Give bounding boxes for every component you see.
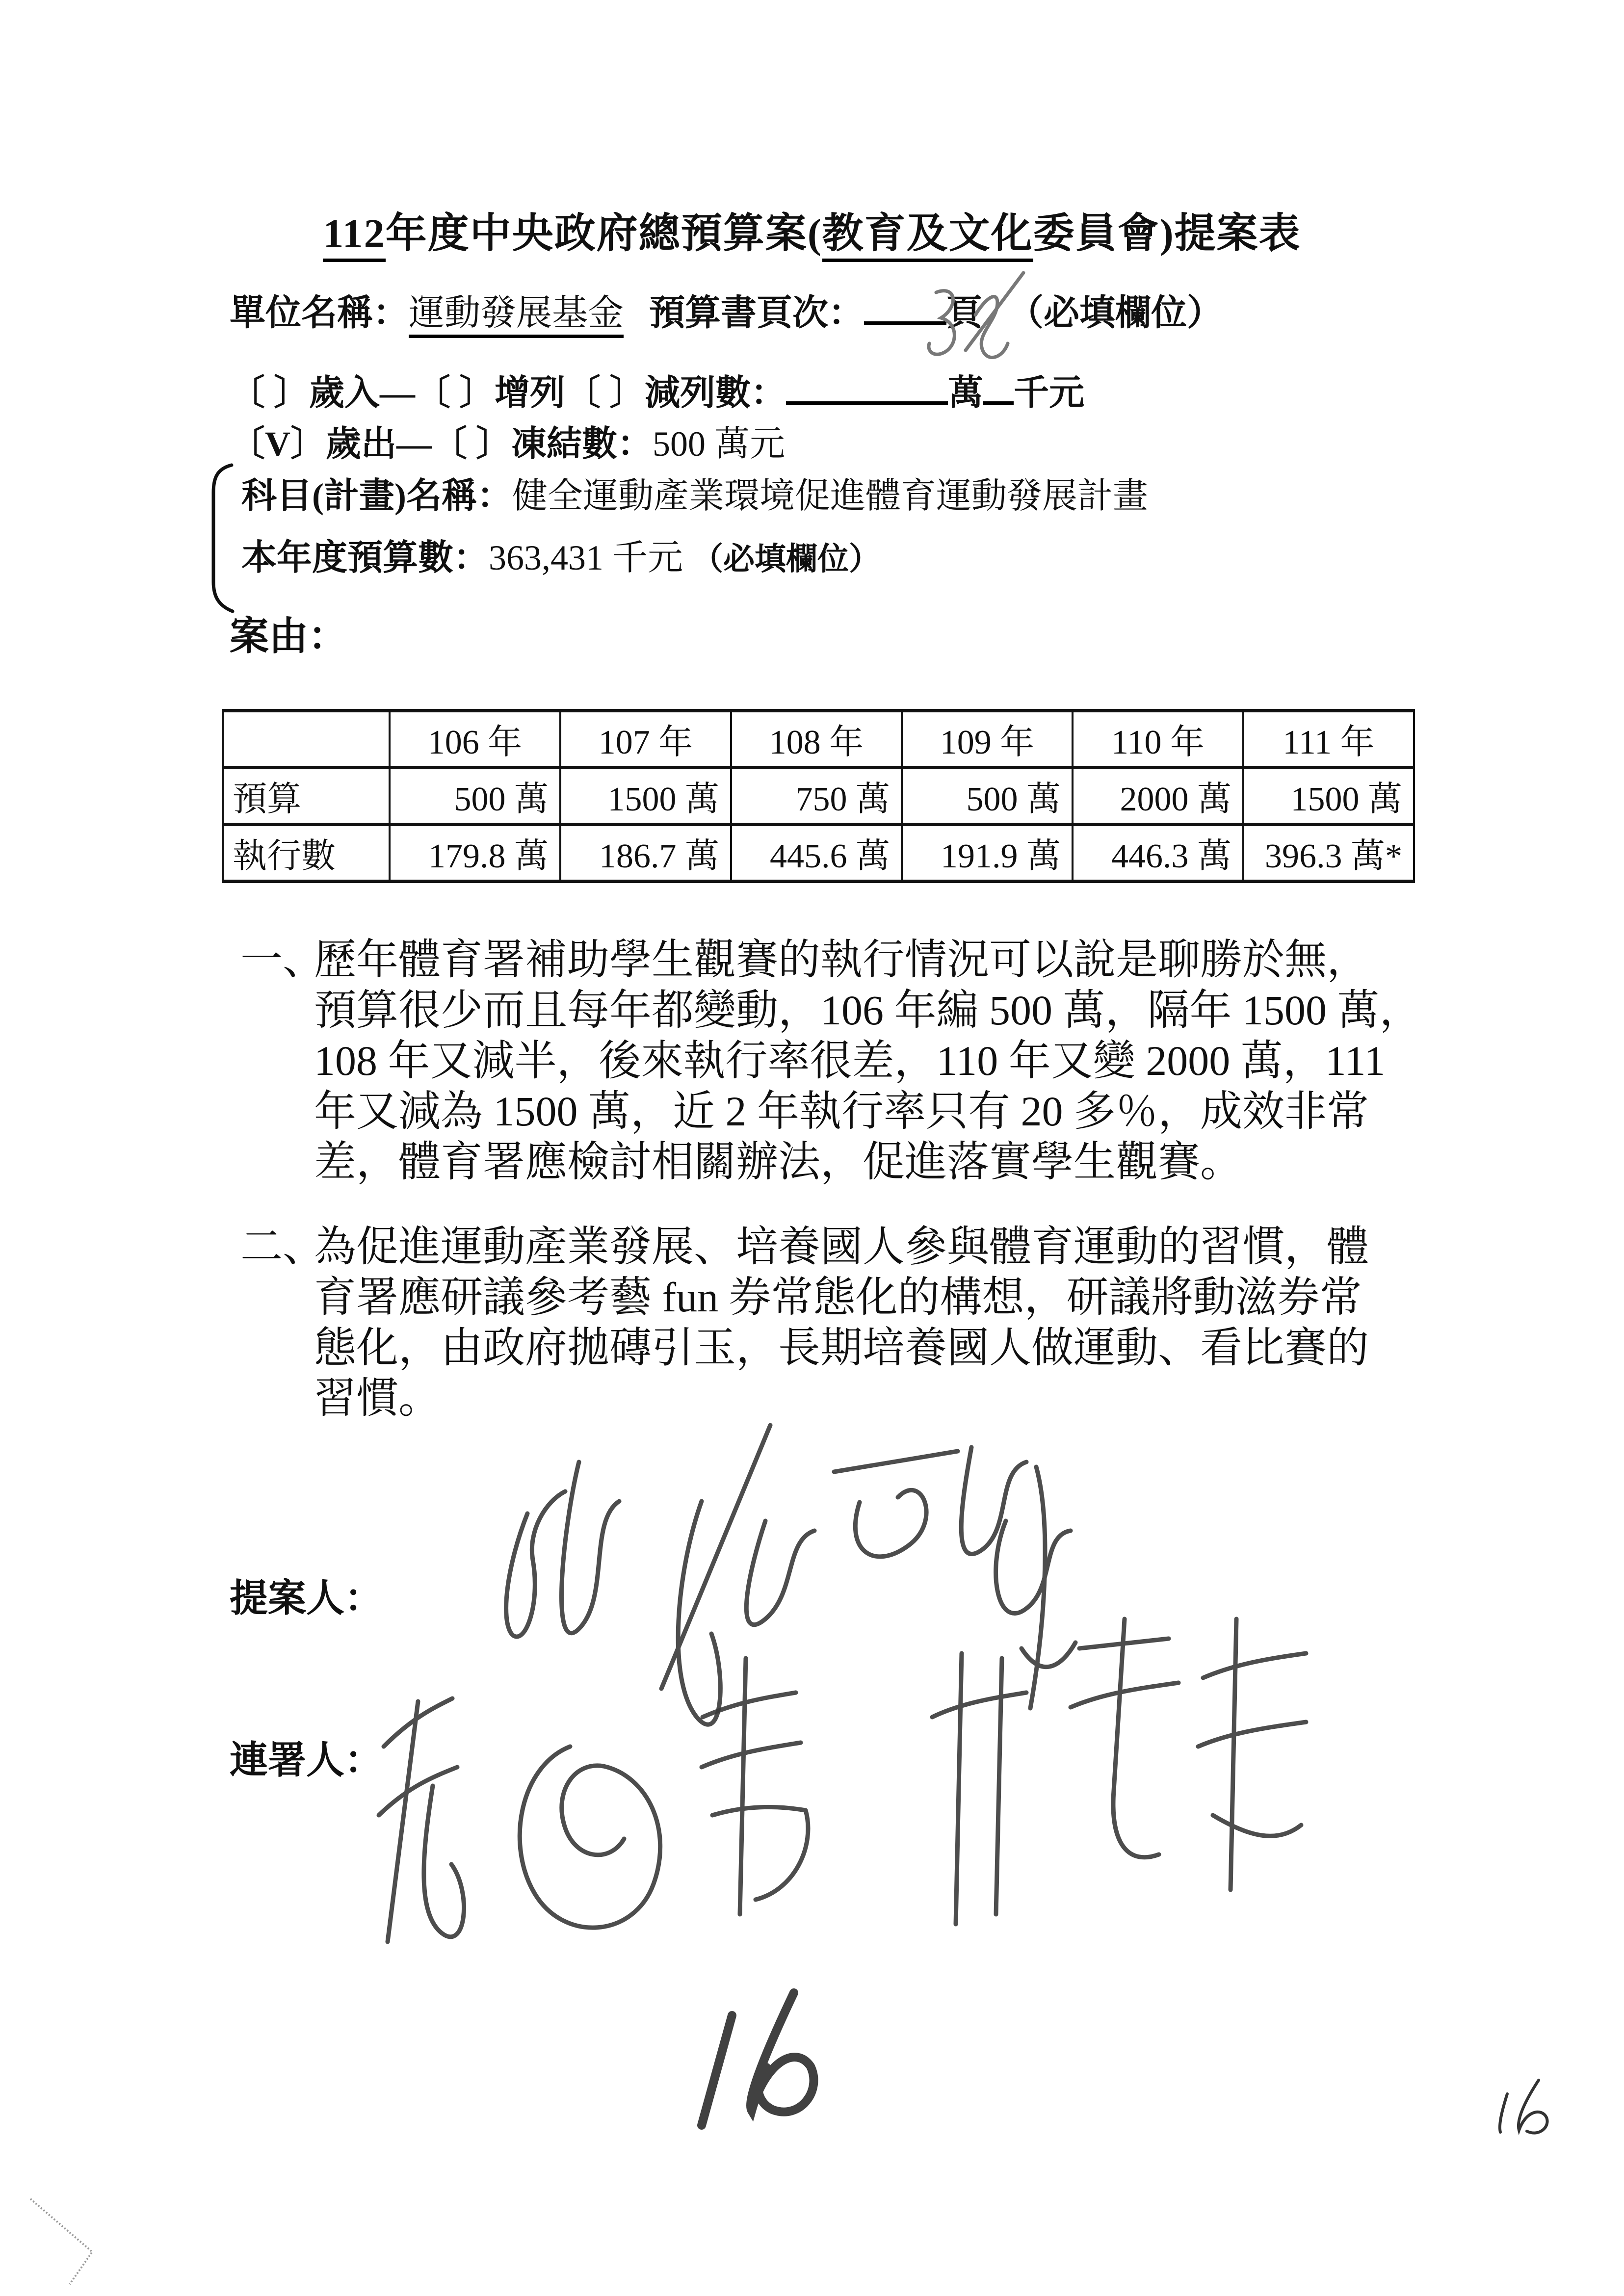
decrease-checkbox: 〔 〕 (565, 373, 645, 413)
expenditure-text: 歲出— (326, 424, 432, 464)
revenue-option-line (230, 364, 1084, 415)
amount-blank-line-2 (983, 366, 1014, 405)
qianyuan-unit: 千元 (1014, 373, 1085, 413)
col-header: 111 年 (1243, 711, 1414, 768)
paragraph-line: 108 年又減半，後來執行率很差，110 年又變 2000 萬，111 (314, 1037, 1386, 1084)
cosigner-signatures (379, 1619, 1306, 1942)
subject-label: 科目(計畫)名稱： (241, 476, 512, 516)
title-mid: 年度中央政府總預算案( (385, 211, 822, 257)
table-cell: 1500 萬 (1243, 768, 1414, 825)
col-header: 106 年 (390, 711, 560, 768)
unit-name-label: 單位名稱： (230, 293, 409, 333)
paragraph-line: 年又減為 1500 萬，近 2 年執行率只有 20 多％，成效非常 (314, 1088, 1369, 1135)
page-unit: 頁 (946, 293, 982, 333)
table-cell: 500 萬 (902, 768, 1073, 825)
left-brace-mark (205, 462, 236, 614)
table-cell: 179.8 萬 (390, 825, 560, 882)
table-corner-cell (223, 711, 390, 768)
wan-unit: 萬 (948, 373, 984, 413)
paragraph-line: 育署應研議參考藝 fun 券常態化的構想，研議將動滋券常 (314, 1274, 1362, 1321)
unit-name-value: 運動發展基金 (409, 293, 624, 338)
table-cell: 1500 萬 (560, 768, 731, 825)
subject-value: 健全運動產業環境促進體育運動發展計畫 (512, 476, 1148, 516)
paragraph-line: 差，體育署應檢討相關辦法，促進落實學生觀賽。 (314, 1138, 1242, 1185)
table-cell: 445.6 萬 (731, 825, 902, 882)
table-header-row (223, 711, 1414, 768)
table-cell: 750 萬 (731, 768, 902, 825)
table-row-execution (223, 825, 1414, 882)
paragraph-line: 預算很少而且每年都變動，106 年編 500 萬，隔年 1500 萬， (314, 987, 1422, 1034)
table-cell: 396.3 萬* (1243, 825, 1414, 882)
paragraph-line: 習慣。 (314, 1375, 441, 1422)
revenue-checkbox: 〔 〕 (230, 373, 310, 413)
col-header: 107 年 (560, 711, 731, 768)
subject-line (241, 467, 1148, 518)
title-year-underlined: 112 (323, 211, 385, 262)
increase-text: 增列 (495, 373, 566, 413)
freeze-amount: 500 萬元 (653, 424, 786, 464)
handwritten-page-16-corner (1500, 2080, 1547, 2133)
title-tail: 委員會)提案表 (1033, 211, 1301, 257)
table-cell: 191.9 萬 (902, 825, 1073, 882)
table-cell: 500 萬 (390, 768, 560, 825)
case-label: 案由： (230, 615, 347, 658)
expenditure-option-line (230, 415, 785, 466)
list-marker: 一、 (240, 936, 325, 983)
required-field-note: （必填欄位） (1008, 293, 1223, 333)
col-header: 110 年 (1073, 711, 1243, 768)
table-row-budget (223, 768, 1414, 825)
paragraph-line (240, 1222, 1369, 1272)
row-label: 預算 (223, 768, 390, 825)
list-marker: 二、 (240, 1223, 325, 1270)
proposer-label: 提案人： (230, 1577, 383, 1619)
col-header: 109 年 (902, 711, 1073, 768)
page-number-blank-line (864, 285, 946, 325)
expenditure-checkbox-checked: 〔V〕 (230, 424, 326, 464)
title-committee-underlined: 教育及文化 (822, 211, 1033, 262)
paragraph-text: 為促進運動產業發展、培養國人參與體育運動的習慣，體 (314, 1223, 1369, 1270)
budget-history-table (222, 709, 1415, 883)
freeze-label: 凍結數： (511, 424, 653, 464)
unit-name-line (230, 284, 1223, 335)
budget-value: 363,431 千元 (489, 538, 683, 577)
proposer-signature (506, 1425, 1075, 1724)
table-cell: 446.3 萬 (1073, 825, 1243, 882)
scan-artifact-chevron (30, 2199, 92, 2284)
budget-required-note: （必填欄位） (692, 542, 881, 576)
revenue-text: 歲入— (309, 373, 416, 413)
table-cell: 186.7 萬 (560, 825, 731, 882)
paragraph-line (240, 935, 1422, 985)
page-title (0, 200, 1624, 260)
budget-line (241, 529, 880, 580)
handwritten-page-16-center (702, 1993, 814, 2125)
decrease-text: 減列數： (645, 373, 786, 413)
budget-label: 本年度預算數： (241, 538, 489, 577)
table-cell: 2000 萬 (1073, 768, 1243, 825)
increase-checkbox: 〔 〕 (415, 373, 495, 413)
amount-blank-line (786, 366, 948, 405)
freeze-checkbox: 〔 〕 (432, 424, 512, 464)
cosigner-label: 連署人： (230, 1739, 383, 1781)
case-paragraph-2 (240, 1222, 1369, 1424)
col-header: 108 年 (731, 711, 902, 768)
budget-book-page-label: 預算書頁次： (649, 293, 864, 333)
paragraph-text: 歷年體育署補助學生觀賽的執行情況可以說是聊勝於無， (314, 936, 1369, 983)
paragraph-line: 態化，由政府拋磚引玉，長期培養國人做運動、看比賽的 (314, 1324, 1369, 1371)
row-label: 執行數 (223, 825, 390, 882)
case-paragraph-1 (240, 935, 1422, 1187)
